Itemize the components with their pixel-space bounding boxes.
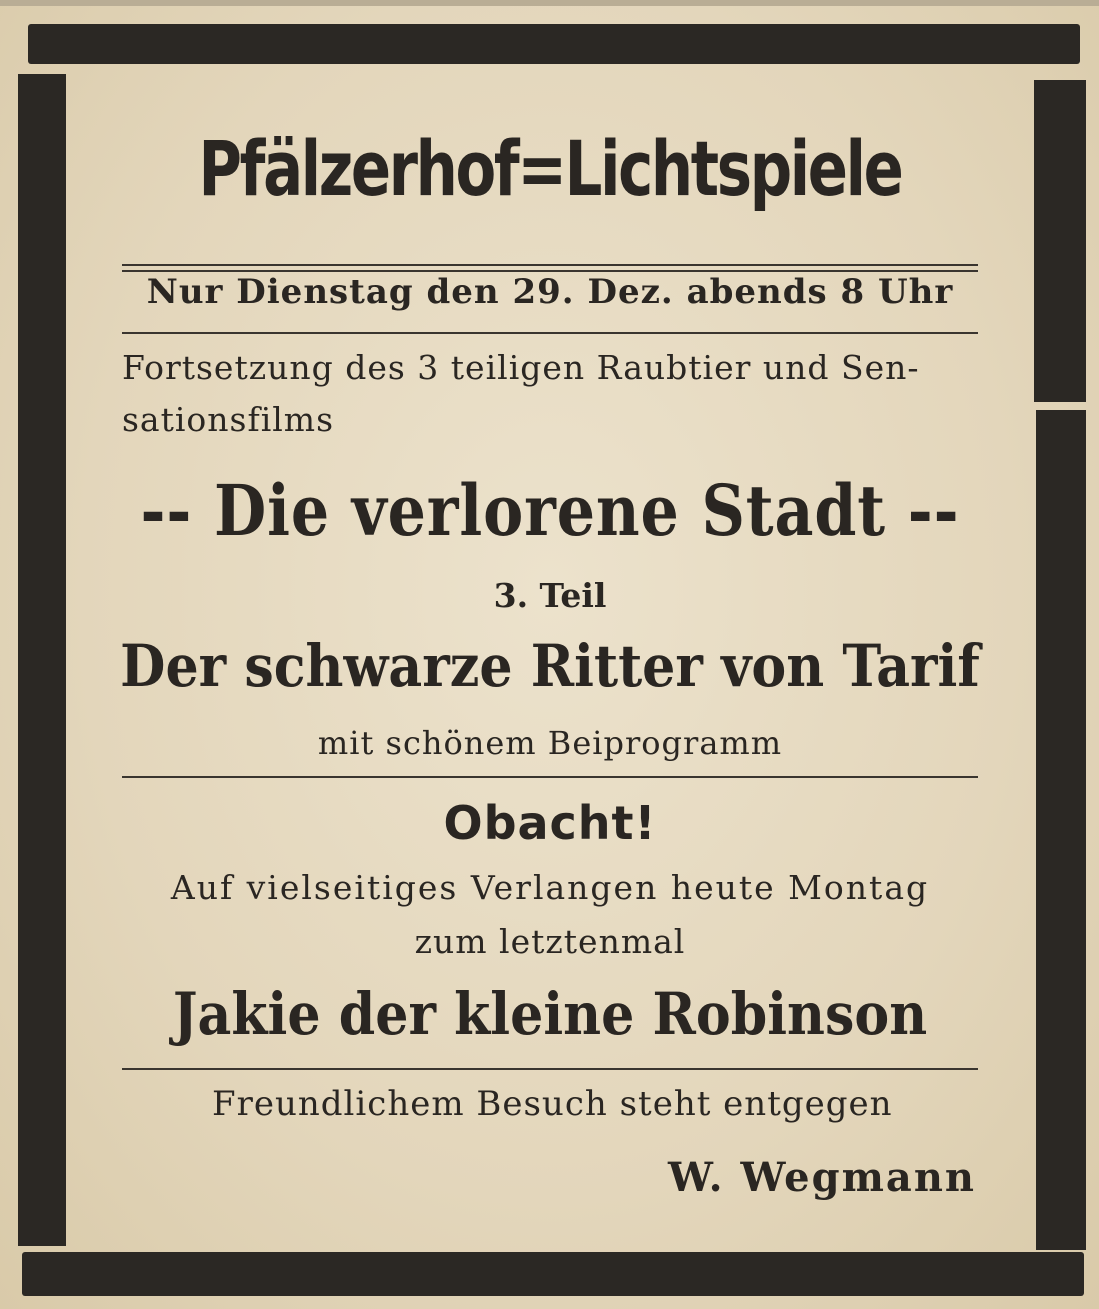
supporting-program: mit schönem Beiprogramm	[317, 724, 783, 762]
cinema-title: Pfälzerhof=Lichtspiele	[198, 124, 902, 213]
rule-under-program	[122, 776, 978, 778]
border-bottom	[22, 1252, 1084, 1296]
border-top	[28, 24, 1080, 64]
attention-heading: Obacht!	[443, 796, 657, 850]
rule-under-date	[122, 332, 978, 334]
part-title: Der schwarze Ritter von Tarif	[120, 632, 980, 700]
border-left	[18, 74, 66, 1246]
film-part: 3. Teil	[493, 576, 607, 615]
signature: W. Wegmann	[667, 1154, 976, 1201]
request-line-1: Auf vielseitiges Verlangen heute Montag	[170, 868, 930, 907]
description-line-2: sationsfilms	[122, 400, 335, 439]
rule-under-second-film	[122, 1068, 978, 1070]
ad-content	[66, 64, 1034, 1252]
greeting-line: Freundlichem Besuch steht entgegen	[212, 1084, 893, 1124]
second-film-title: Jakie der kleine Robinson	[172, 980, 928, 1048]
request-line-2: zum letztenmal	[414, 922, 686, 961]
description-line-1: Fortsetzung des 3 teiligen Raubtier und Sen-	[122, 348, 920, 387]
clipping-edge	[0, 0, 1099, 6]
rule-double-top-a	[122, 264, 978, 266]
border-right-lower	[1036, 410, 1086, 1250]
showing-date: Nur Dienstag den 29. Dez. abends 8 Uhr	[146, 272, 954, 312]
border-right-upper	[1034, 80, 1086, 402]
film-title: -- Die verlorene Stadt --	[140, 469, 960, 552]
